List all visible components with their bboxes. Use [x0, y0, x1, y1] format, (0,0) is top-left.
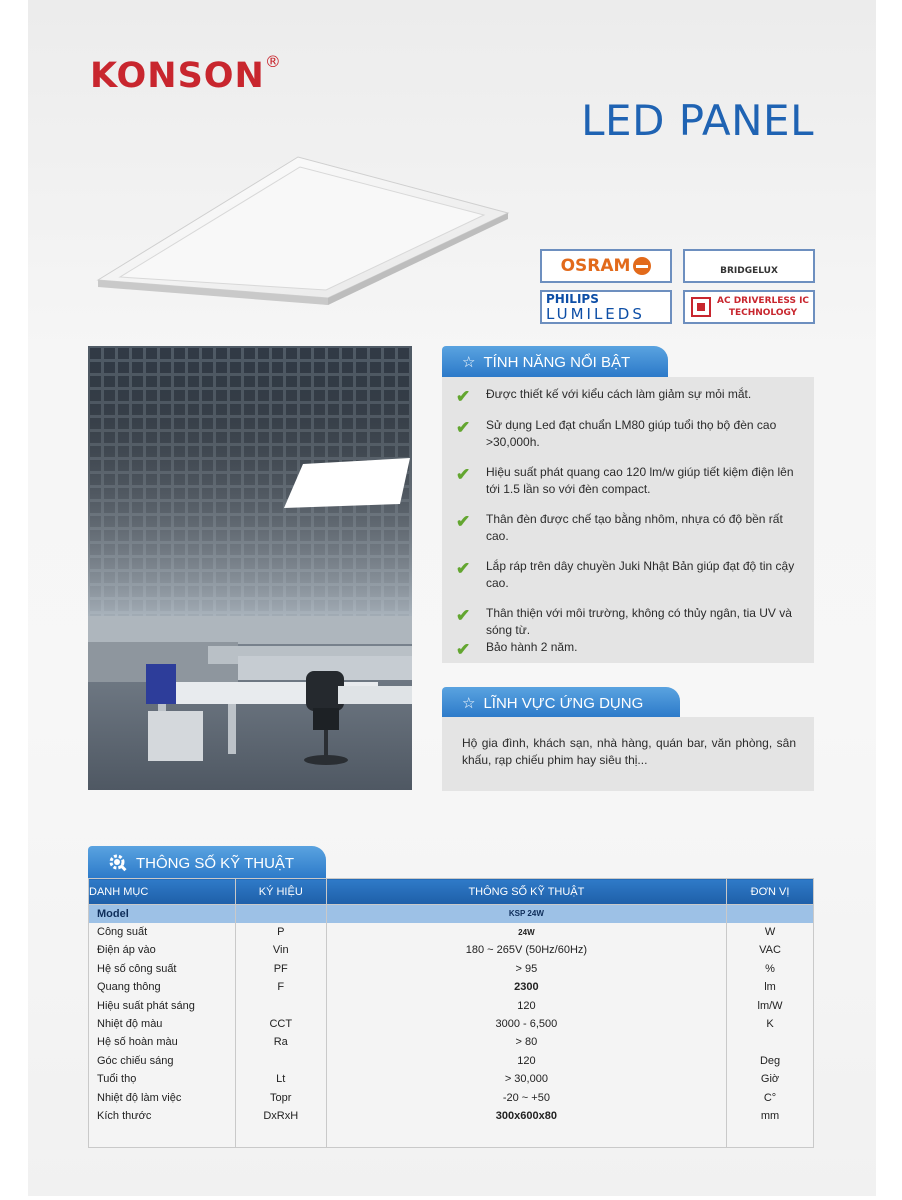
- chip-icon: [691, 297, 711, 317]
- gear-icon: [108, 853, 128, 873]
- specs-table: [88, 878, 814, 1148]
- check-icon: ✔: [456, 559, 471, 578]
- column-header: ĐƠN VỊ: [727, 879, 814, 905]
- osram-badge: OSRAM: [540, 249, 672, 283]
- star-icon: ☆: [462, 354, 476, 371]
- check-icon: ✔: [456, 465, 471, 484]
- column-header: THÔNG SỐ KỸ THUẬT: [326, 879, 726, 905]
- bridgelux-badge: BRIDGELUX: [683, 249, 815, 283]
- check-icon: ✔: [456, 512, 471, 531]
- star-icon: ☆: [462, 695, 476, 712]
- ac-driverless-badge: AC DRIVERLESS IC TECHNOLOGY: [683, 290, 815, 324]
- check-icon: ✔: [456, 606, 471, 625]
- table-row: Nhiệt độ màu CCT 3000 - 6,500 K: [89, 1015, 814, 1033]
- check-icon: ✔: [456, 640, 471, 659]
- table-row: Tuổi thọ Lt > 30,000 Giờ: [89, 1070, 814, 1088]
- check-icon: ✔: [456, 418, 471, 437]
- check-icon: ✔: [456, 387, 471, 406]
- osram-logo-icon: [633, 257, 651, 275]
- tab-applications: ☆ LĨNH VỰC ỨNG DỤNG: [442, 687, 680, 719]
- features-box: [442, 377, 814, 663]
- product-title: LED PANEL: [581, 96, 814, 145]
- applications-text: Hộ gia đình, khách sạn, nhà hàng, quán bar, văn phòng, sân khấu, rạp chiếu phim hay siêu thị...: [462, 736, 796, 767]
- column-header: DANH MỤC: [89, 879, 236, 905]
- list-item: ✔ Bảo hành 2 năm.: [456, 640, 578, 659]
- list-item: ✔ Sử dụng Led đạt chuẩn LM80 giúp tuổi thọ bộ đèn cao >30,000h.: [456, 418, 777, 449]
- column-header: KÝ HIỆU: [235, 879, 326, 905]
- tab-specs: THÔNG SỐ KỸ THUẬT: [88, 846, 326, 880]
- table-row: [89, 1125, 814, 1147]
- applications-box: [442, 717, 814, 791]
- table-row: Quang thông F 2300 lm: [89, 978, 814, 996]
- list-item: ✔ Lắp ráp trên dây chuyền Juki Nhật Bản giúp đạt độ tin cậy cao.: [456, 559, 795, 590]
- table-row: Hiệu suất phát sáng 120 lm/W: [89, 996, 814, 1014]
- table-row: Điện áp vào Vin 180 ~ 265V (50Hz/60Hz) VAC: [89, 941, 814, 959]
- table-row: Hệ số công suất PF > 95 %: [89, 960, 814, 978]
- philips-lumileds-badge: PHILIPS LUMILEDS: [540, 290, 672, 324]
- list-item: ✔ Hiệu suất phát quang cao 120 lm/w giúp tiết kiệm điện lên tới 1.5 lần so với đèn compact.: [456, 465, 794, 496]
- list-item: ✔ Thân đèn được chế tạo bằng nhôm, nhựa có độ bền rất cao.: [456, 512, 783, 543]
- table-row: Kích thước DxRxH 300x600x80 mm: [89, 1107, 814, 1125]
- tab-features: ☆ TÍNH NĂNG NỔI BẬT: [442, 346, 668, 378]
- table-row: Hệ số hoàn màu Ra > 80: [89, 1033, 814, 1051]
- brand-logo: KONSON®: [90, 52, 282, 96]
- table-row: Nhiệt độ làm việc Topr -20 ~ +50 C°: [89, 1088, 814, 1106]
- list-item: ✔ Thân thiện với môi trường, không có thủy ngân, tia UV và sóng từ.: [456, 606, 792, 637]
- office-ceiling-photo: [88, 346, 412, 790]
- led-panel-product-image: [88, 155, 528, 305]
- list-item: ✔ Được thiết kế với kiểu cách làm giảm sự mỏi mắt.: [456, 387, 752, 406]
- table-row-model: Model KSP 24W: [89, 905, 814, 923]
- table-header-row: [89, 879, 814, 905]
- table-row: Góc chiếu sáng 120 Deg: [89, 1052, 814, 1070]
- table-row: Công suất P 24W W: [89, 923, 814, 941]
